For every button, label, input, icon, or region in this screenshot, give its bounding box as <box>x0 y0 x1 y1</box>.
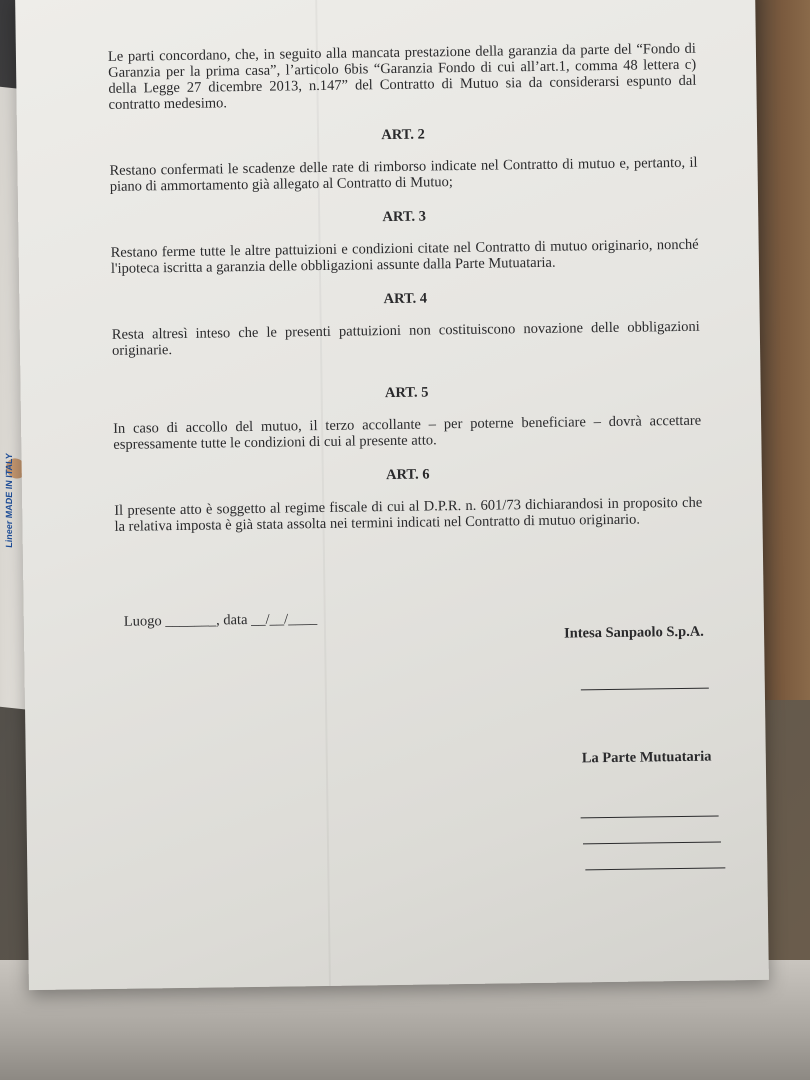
article-3-heading: ART. 3 <box>382 208 427 226</box>
article-3-text: Restano ferme tutte le altre pattuizioni e condizioni citate nel Contratto di mutuo originario, nonché l'ipoteca iscritta a garanzia delle obbligazioni assunte dalla Parte Mutuataria. <box>110 236 699 277</box>
document-page <box>15 0 769 990</box>
borrower-signature-line-1 <box>581 815 719 818</box>
article-4-text: Resta altresì inteso che le presenti pattuizioni non costituiscono novazione delle obbligazioni originarie. <box>111 318 700 359</box>
signature-block <box>24 607 712 915</box>
bank-name: Intesa Sanpaolo S.p.A. <box>563 623 704 642</box>
document-body <box>108 41 703 535</box>
article-5-heading: ART. 5 <box>384 384 429 402</box>
borrower-label: La Parte Mutuataria <box>581 748 712 767</box>
article-6-text: Il presente atto è soggetto al regime fiscale di cui al D.P.R. n. 601/73 dichiarandosi in proposito che la relativa imposta è già stata assolta nei termini indicati nel Contratto di mutuo originario. <box>114 494 703 535</box>
intro-paragraph: Le parti concordano, che, in seguito alla mancata prestazione della garanzia da parte del “Fondo di Garanzia per la prima casa”, l’articolo 6bis “Garanzia Fondo di cui all’art.1, comma 48 lettera c) della Legge 27 dicembre 2013, n.147” del Contratto di Mutuo sia da considerarsi espunto dal contratto medesimo. <box>107 40 697 113</box>
bank-signature-line <box>581 688 709 691</box>
place-date-line: Luogo _______, data __/__/____ <box>123 611 318 630</box>
article-5-text: In caso di accollo del mutuo, il terzo accollante – per poterne beneficiare – dovrà accettare espressamente tutte le condizioni di cui al presente atto. <box>113 412 702 453</box>
borrower-signature-line-3 <box>585 867 725 870</box>
article-2-text: Restano confermati le scadenze delle rate di rimborso indicate nel Contratto di mutuo e, pertanto, il piano di ammortamento già allegato al Contratto di Mutuo; <box>109 154 698 195</box>
article-2-heading: ART. 2 <box>381 126 425 144</box>
article-4-heading: ART. 4 <box>383 290 428 308</box>
article-6-heading: ART. 6 <box>385 466 430 484</box>
borrower-signature-line-2 <box>583 841 721 844</box>
sleeve-label: Lineer MADE IN ITALY <box>4 452 14 549</box>
